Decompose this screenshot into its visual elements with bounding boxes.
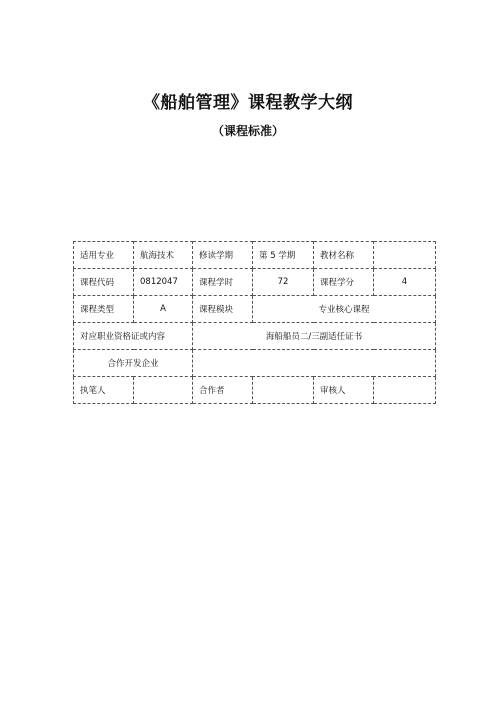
value-textbook [374, 242, 436, 269]
course-info-table [73, 241, 436, 404]
label-partner-company: 合作开发企业 [74, 350, 193, 377]
table-row-code [74, 269, 436, 296]
value-course-code: 0812047 [134, 269, 193, 296]
label-author: 执笔人 [74, 377, 134, 404]
label-reviewer: 审核人 [314, 377, 374, 404]
value-course-credits: 4 [374, 269, 436, 296]
value-course-type: A [134, 296, 193, 323]
label-collaborator: 合作者 [193, 377, 253, 404]
value-certificate: 海船船员二/三副适任证书 [193, 323, 436, 350]
value-applicable-major: 航海技术 [134, 242, 193, 269]
value-reviewer [374, 377, 436, 404]
table-row-partner [74, 350, 436, 377]
label-course-credits: 课程学分 [314, 269, 374, 296]
label-certificate: 对应职业资格证或内容 [74, 323, 193, 350]
label-textbook: 教材名称 [314, 242, 374, 269]
label-course-module: 课程模块 [193, 296, 253, 323]
table-row-major [74, 242, 436, 269]
label-course-type: 课程类型 [74, 296, 134, 323]
label-semester: 修读学期 [193, 242, 253, 269]
table-row-type [74, 296, 436, 323]
value-course-hours: 72 [253, 269, 314, 296]
page-title: 《船舶管理》课程教学大纲 [143, 93, 353, 113]
table-row-signatures [74, 377, 436, 404]
value-collaborator [253, 377, 314, 404]
value-partner-company [193, 350, 436, 377]
table-row-certificate [74, 323, 436, 350]
label-course-hours: 课程学时 [193, 269, 253, 296]
value-course-module: 专业核心课程 [253, 296, 436, 323]
value-semester: 第 5 学期 [253, 242, 314, 269]
label-course-code: 课程代码 [74, 269, 134, 296]
value-author [134, 377, 193, 404]
label-applicable-major: 适用专业 [74, 242, 134, 269]
page-subtitle: （课程标准） [211, 124, 284, 138]
